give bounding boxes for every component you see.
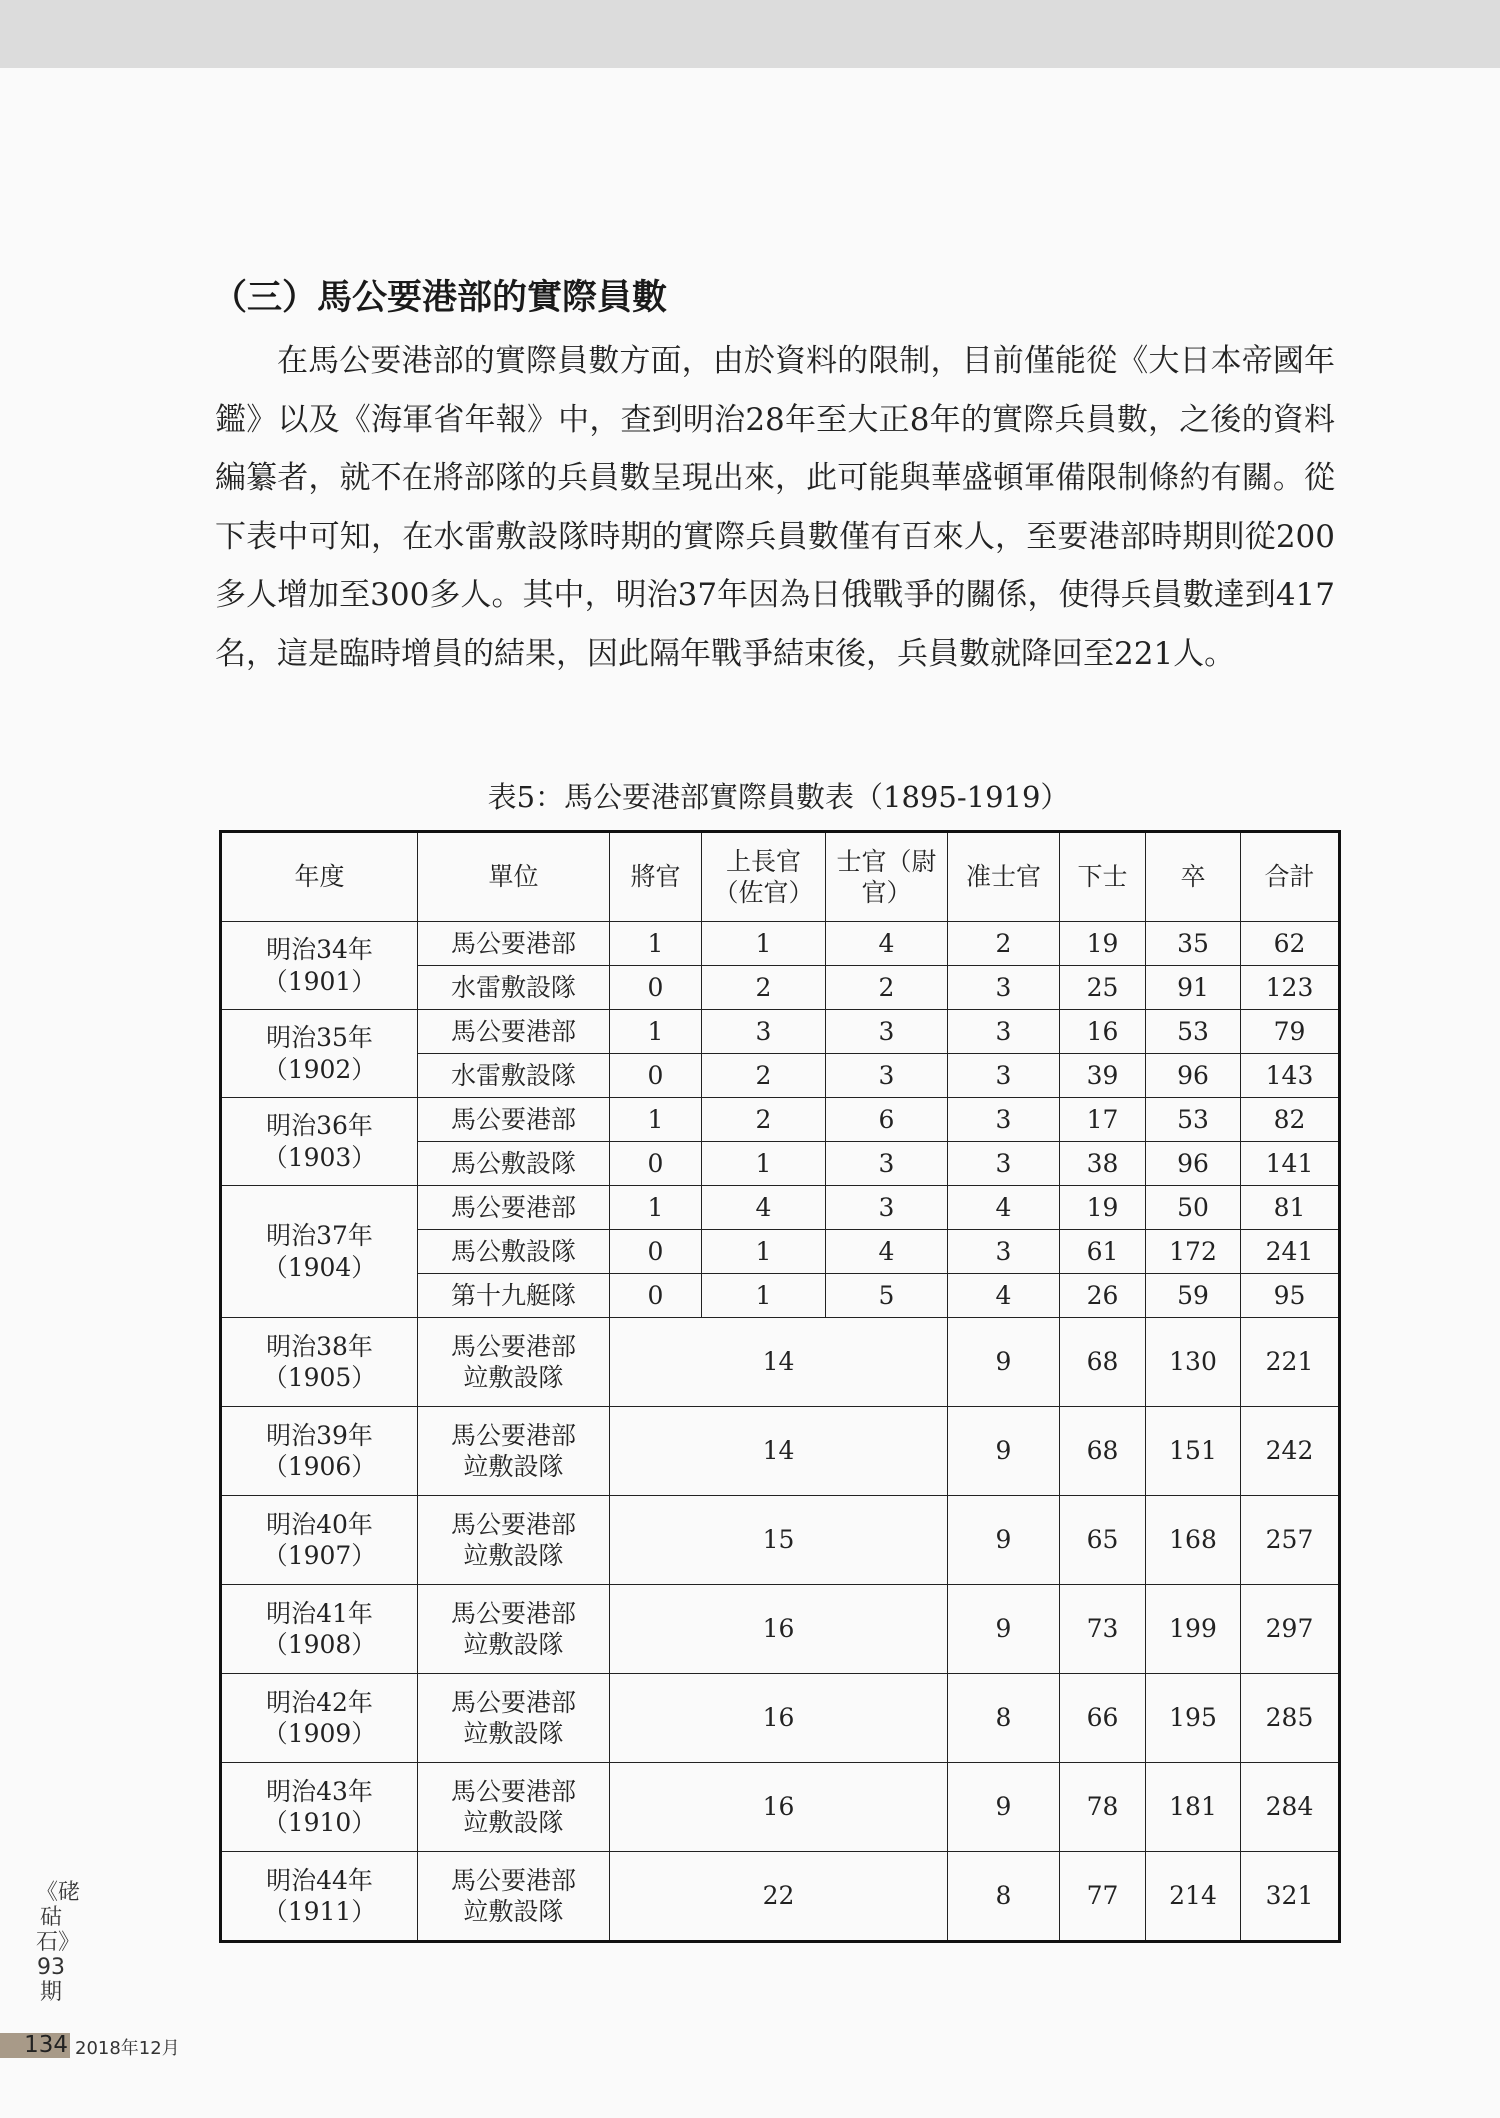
year-cell-text: 明治39年（1906） <box>262 1420 377 1481</box>
column-header-text: 將官 <box>630 862 681 892</box>
value-cell: 39 <box>1060 1054 1146 1098</box>
value-cell: 0 <box>610 1274 702 1318</box>
section-heading: （三）馬公要港部的實際員數 <box>212 278 668 318</box>
column-header <box>610 832 702 922</box>
unit-cell: 馬公要港部 <box>418 922 610 966</box>
value-cell: 82 <box>1241 1098 1340 1142</box>
value-cell: 96 <box>1146 1054 1241 1098</box>
value-cell: 68 <box>1060 1407 1146 1496</box>
value-cell: 91 <box>1146 966 1241 1010</box>
value-cell: 9 <box>948 1318 1060 1407</box>
year-cell <box>221 1763 418 1852</box>
column-header <box>826 832 948 922</box>
value-cell: 284 <box>1241 1763 1340 1852</box>
value-cell: 0 <box>610 966 702 1010</box>
value-cell: 195 <box>1146 1674 1241 1763</box>
column-header-text: 士官（尉官） <box>836 846 937 907</box>
value-cell: 1 <box>610 1010 702 1054</box>
year-cell-text: 明治38年（1905） <box>262 1331 377 1392</box>
table-header-row <box>221 832 1340 922</box>
value-cell: 62 <box>1241 922 1340 966</box>
column-header-text: 年度 <box>294 862 345 892</box>
value-cell: 168 <box>1146 1496 1241 1585</box>
value-cell: 9 <box>948 1763 1060 1852</box>
year-cell <box>221 1496 418 1585</box>
table-caption: 表5：馬公要港部實際員數表（1895-1919） <box>487 780 1070 814</box>
value-cell: 53 <box>1146 1098 1241 1142</box>
value-cell: 181 <box>1146 1763 1241 1852</box>
value-cell: 3 <box>826 1010 948 1054</box>
officers-total-cell: 22 <box>610 1852 948 1942</box>
column-header <box>1060 832 1146 922</box>
value-cell: 297 <box>1241 1585 1340 1674</box>
value-cell: 2 <box>702 966 826 1010</box>
value-cell: 321 <box>1241 1852 1340 1942</box>
value-cell: 3 <box>826 1186 948 1230</box>
value-cell: 1 <box>702 1274 826 1318</box>
year-cell-text: 明治41年（1908） <box>262 1598 377 1659</box>
issue-date: 2018年12月 <box>75 2038 180 2059</box>
value-cell: 0 <box>610 1142 702 1186</box>
value-cell: 2 <box>702 1054 826 1098</box>
table-row <box>221 1763 1340 1852</box>
value-cell: 50 <box>1146 1186 1241 1230</box>
value-cell: 65 <box>1060 1496 1146 1585</box>
value-cell: 19 <box>1060 1186 1146 1230</box>
value-cell: 241 <box>1241 1230 1340 1274</box>
column-header-text: 合計 <box>1264 862 1315 892</box>
value-cell: 199 <box>1146 1585 1241 1674</box>
value-cell: 0 <box>610 1230 702 1274</box>
value-cell: 151 <box>1146 1407 1241 1496</box>
value-cell: 1 <box>702 922 826 966</box>
table-row <box>221 1674 1340 1763</box>
value-cell: 35 <box>1146 922 1241 966</box>
year-cell <box>221 1852 418 1942</box>
value-cell: 3 <box>702 1010 826 1054</box>
body-paragraph: 在馬公要港部的實際員數方面，由於資料的限制，目前僅能從《大日本帝國年鑑》以及《海軍省年報》中，查到明治28年至大正8年的實際兵員數，之後的資料編纂者，就不在將部隊的兵員數呈現出來，此可能與華盛頓軍備限制條約有關。從下表中可知，在水雷敷設隊時期的實際兵員數僅有百來人，至要港部時期則從200多人增加至300多人。其中，明治37年因為日俄戰爭的關係，使得兵員數達到417名，這是臨時增員的結果，因此隔年戰爭結束後，兵員數就降回至221人。 <box>215 343 1335 672</box>
value-cell: 66 <box>1060 1674 1146 1763</box>
value-cell: 3 <box>948 966 1060 1010</box>
value-cell: 2 <box>702 1098 826 1142</box>
table-row <box>221 1098 1340 1142</box>
year-cell-text: 明治44年（1911） <box>262 1865 377 1926</box>
value-cell: 242 <box>1241 1407 1340 1496</box>
unit-cell: 馬公敷設隊 <box>418 1142 610 1186</box>
officers-total-cell: 16 <box>610 1674 948 1763</box>
value-cell: 4 <box>702 1186 826 1230</box>
value-cell: 26 <box>1060 1274 1146 1318</box>
value-cell: 25 <box>1060 966 1146 1010</box>
value-cell: 53 <box>1146 1010 1241 1054</box>
value-cell: 77 <box>1060 1852 1146 1942</box>
value-cell: 1 <box>610 922 702 966</box>
value-cell: 68 <box>1060 1318 1146 1407</box>
value-cell: 3 <box>826 1054 948 1098</box>
table-row <box>221 922 1340 966</box>
unit-cell: 馬公要港部 竝敷設隊 <box>418 1674 610 1763</box>
column-header <box>1241 832 1340 922</box>
unit-cell: 馬公要港部 竝敷設隊 <box>418 1318 610 1407</box>
value-cell: 221 <box>1241 1318 1340 1407</box>
value-cell: 1 <box>610 1186 702 1230</box>
value-cell: 95 <box>1241 1274 1340 1318</box>
value-cell: 17 <box>1060 1098 1146 1142</box>
scan-top-band <box>0 0 1500 68</box>
value-cell: 0 <box>610 1054 702 1098</box>
value-cell: 8 <box>948 1852 1060 1942</box>
personnel-table <box>219 830 1341 1943</box>
value-cell: 9 <box>948 1585 1060 1674</box>
unit-cell: 馬公要港部 <box>418 1186 610 1230</box>
journal-name: 《硓𥑮石》93期 <box>36 1880 81 2005</box>
value-cell: 61 <box>1060 1230 1146 1274</box>
year-cell-text: 明治43年（1910） <box>262 1776 377 1837</box>
table-row <box>221 1010 1340 1054</box>
column-header <box>702 832 826 922</box>
value-cell: 3 <box>948 1142 1060 1186</box>
value-cell: 3 <box>948 1010 1060 1054</box>
value-cell: 9 <box>948 1407 1060 1496</box>
value-cell: 4 <box>948 1274 1060 1318</box>
officers-total-cell: 16 <box>610 1585 948 1674</box>
value-cell: 285 <box>1241 1674 1340 1763</box>
year-cell-text: 明治35年（1902） <box>262 1023 377 1084</box>
unit-cell: 馬公敷設隊 <box>418 1230 610 1274</box>
value-cell: 1 <box>702 1142 826 1186</box>
year-cell-text: 明治40年（1907） <box>262 1509 377 1570</box>
table-row <box>221 1407 1340 1496</box>
value-cell: 141 <box>1241 1142 1340 1186</box>
year-cell <box>221 1010 418 1098</box>
table-row <box>221 1186 1340 1230</box>
value-cell: 16 <box>1060 1010 1146 1054</box>
year-cell <box>221 1585 418 1674</box>
unit-cell: 馬公要港部 竝敷設隊 <box>418 1407 610 1496</box>
value-cell: 59 <box>1146 1274 1241 1318</box>
value-cell: 2 <box>826 966 948 1010</box>
unit-cell: 馬公要港部 竝敷設隊 <box>418 1763 610 1852</box>
column-header <box>221 832 418 922</box>
table-row <box>221 1496 1340 1585</box>
unit-cell: 第十九艇隊 <box>418 1274 610 1318</box>
officers-total-cell: 14 <box>610 1407 948 1496</box>
table-row <box>221 1318 1340 1407</box>
unit-cell: 水雷敷設隊 <box>418 1054 610 1098</box>
year-cell-text: 明治34年（1901） <box>262 935 377 996</box>
value-cell: 143 <box>1241 1054 1340 1098</box>
year-cell <box>221 1186 418 1318</box>
value-cell: 130 <box>1146 1318 1241 1407</box>
page-number: 134 <box>0 2033 70 2058</box>
column-header-text: 單位 <box>488 862 539 892</box>
unit-cell: 馬公要港部 竝敷設隊 <box>418 1496 610 1585</box>
value-cell: 3 <box>826 1142 948 1186</box>
column-header <box>418 832 610 922</box>
value-cell: 172 <box>1146 1230 1241 1274</box>
value-cell: 1 <box>702 1230 826 1274</box>
value-cell: 4 <box>948 1186 1060 1230</box>
year-cell <box>221 1407 418 1496</box>
column-header-text: 下士 <box>1077 862 1128 892</box>
unit-cell: 馬公要港部 竝敷設隊 <box>418 1585 610 1674</box>
year-cell-text: 明治42年（1909） <box>262 1687 377 1748</box>
value-cell: 214 <box>1146 1852 1241 1942</box>
value-cell: 2 <box>948 922 1060 966</box>
officers-total-cell: 15 <box>610 1496 948 1585</box>
value-cell: 3 <box>948 1230 1060 1274</box>
year-cell-text: 明治36年（1903） <box>262 1111 377 1172</box>
value-cell: 8 <box>948 1674 1060 1763</box>
year-cell <box>221 1318 418 1407</box>
year-cell <box>221 1674 418 1763</box>
year-cell <box>221 922 418 1010</box>
table-row <box>221 1585 1340 1674</box>
table-row <box>221 1852 1340 1942</box>
value-cell: 38 <box>1060 1142 1146 1186</box>
value-cell: 3 <box>948 1098 1060 1142</box>
value-cell: 257 <box>1241 1496 1340 1585</box>
value-cell: 81 <box>1241 1186 1340 1230</box>
unit-cell: 馬公要港部 竝敷設隊 <box>418 1852 610 1942</box>
column-header <box>1146 832 1241 922</box>
column-header-text: 上長官（佐官） <box>713 846 814 907</box>
value-cell: 6 <box>826 1098 948 1142</box>
unit-cell: 馬公要港部 <box>418 1098 610 1142</box>
value-cell: 123 <box>1241 966 1340 1010</box>
value-cell: 96 <box>1146 1142 1241 1186</box>
value-cell: 4 <box>826 922 948 966</box>
value-cell: 3 <box>948 1054 1060 1098</box>
value-cell: 79 <box>1241 1010 1340 1054</box>
value-cell: 73 <box>1060 1585 1146 1674</box>
column-header-text: 卒 <box>1180 862 1206 892</box>
year-cell-text: 明治37年（1904） <box>262 1221 377 1282</box>
column-header-text: 准士官 <box>965 862 1041 892</box>
value-cell: 19 <box>1060 922 1146 966</box>
value-cell: 4 <box>826 1230 948 1274</box>
value-cell: 1 <box>610 1098 702 1142</box>
value-cell: 78 <box>1060 1763 1146 1852</box>
value-cell: 5 <box>826 1274 948 1318</box>
column-header <box>948 832 1060 922</box>
unit-cell: 馬公要港部 <box>418 1010 610 1054</box>
officers-total-cell: 16 <box>610 1763 948 1852</box>
year-cell <box>221 1098 418 1186</box>
unit-cell: 水雷敷設隊 <box>418 966 610 1010</box>
officers-total-cell: 14 <box>610 1318 948 1407</box>
value-cell: 9 <box>948 1496 1060 1585</box>
